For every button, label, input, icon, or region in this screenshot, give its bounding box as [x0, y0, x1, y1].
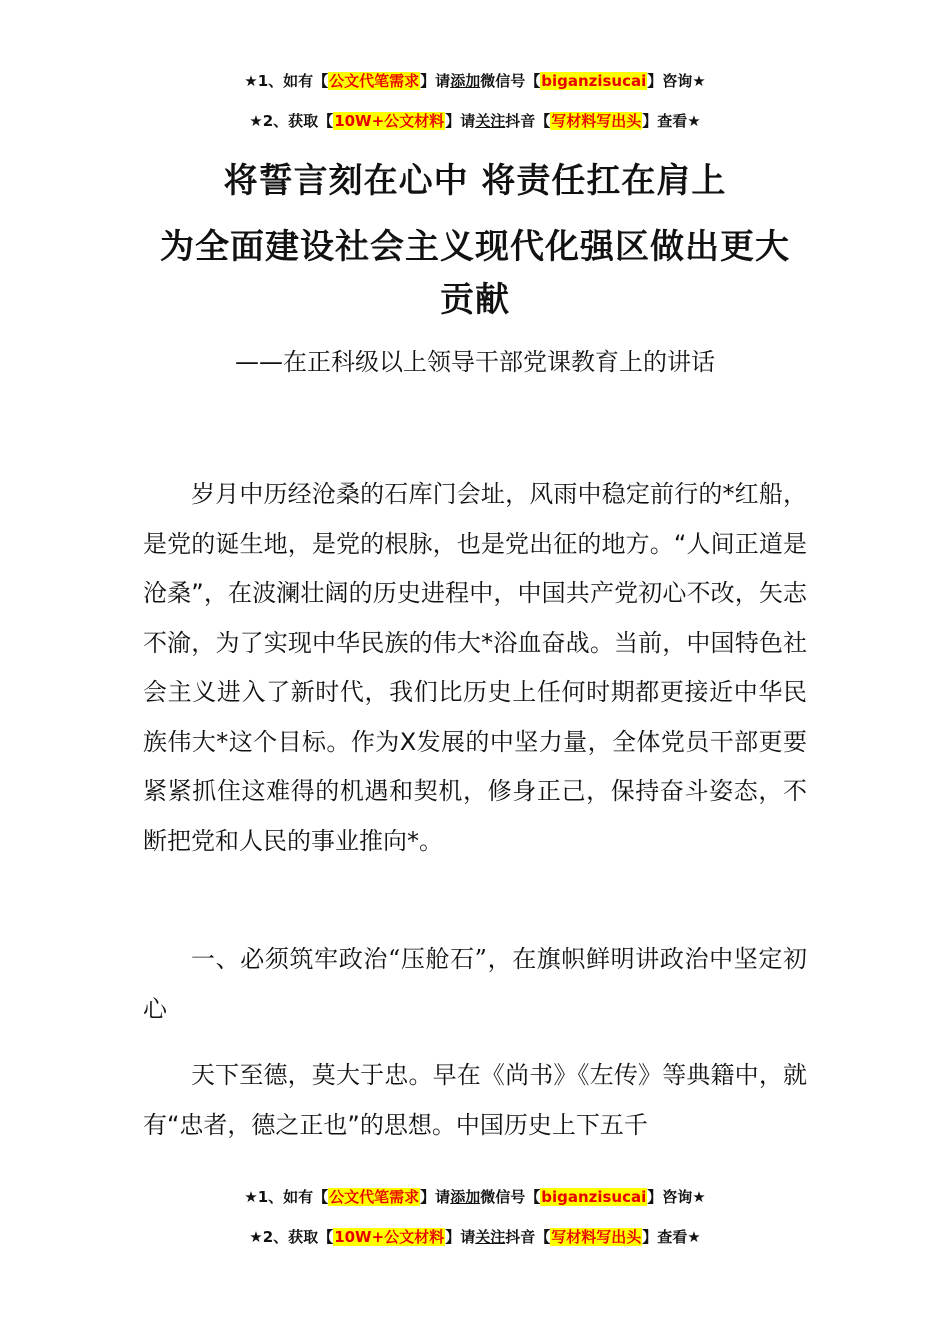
promo-highlight: 公文代笔需求	[329, 1188, 420, 1206]
section-heading-1: 一、必须筑牢政治“压舱石”，在旗帜鲜明讲政治中坚定初心	[143, 945, 807, 1023]
promo-underlined-text: 关注	[475, 112, 506, 130]
document-title-line-2: 为全面建设社会主义现代化强区做出更大	[160, 227, 790, 267]
promo-text: ★2、获取【	[249, 112, 334, 130]
promo-text: ★1、如有【	[244, 72, 329, 90]
promo-text: 】咨询★	[647, 1188, 706, 1206]
promo-line-2	[0, 111, 950, 131]
promo-text: ★1、如有【	[244, 1188, 329, 1206]
promo-underlined-text: 关注	[475, 1228, 506, 1246]
document-subtitle: ——在正科级以上领导干部党课教育上的讲话	[235, 348, 715, 376]
promo-underlined-text: 添加	[450, 1188, 481, 1206]
promo-douyin-id: 写材料写出头	[551, 1228, 642, 1246]
promo-douyin-id: 写材料写出头	[551, 112, 642, 130]
promo-text: 】请	[420, 1188, 451, 1206]
promo-text: ★2、获取【	[249, 1228, 334, 1246]
promo-text: 抖音【	[505, 1228, 551, 1246]
promo-highlight: 10W+公文材料	[334, 1228, 445, 1246]
document-title-line-1: 将誓言刻在心中 将责任扛在肩上	[223, 161, 727, 201]
promo-highlight: 公文代笔需求	[329, 72, 420, 90]
promo-text: 】咨询★	[647, 72, 706, 90]
promo-text: 微信号【	[480, 72, 541, 90]
promo-text: 】请	[445, 112, 476, 130]
document-title-line-3: 贡献	[440, 280, 510, 320]
promo-wechat-id: biganzisucai	[541, 1188, 647, 1206]
promo-text: 微信号【	[480, 1188, 541, 1206]
promo-wechat-id: biganzisucai	[541, 72, 647, 90]
promo-highlight: 10W+公文材料	[334, 112, 445, 130]
promo-text: 】查看★	[642, 112, 701, 130]
promo-text: 】请	[445, 1228, 476, 1246]
promo-text: 抖音【	[505, 112, 551, 130]
promo-text: 】查看★	[642, 1228, 701, 1246]
footer-promo-line-2	[0, 1227, 950, 1247]
promo-text: 】请	[420, 72, 451, 90]
promo-underlined-text: 添加	[450, 72, 481, 90]
promo-line-1	[0, 71, 950, 91]
body-paragraph-section-1: 天下至德，莫大于忠。早在《尚书》《左传》等典籍中，就有“忠者，德之正也”的思想。中国历史上下五千	[143, 1061, 807, 1139]
footer-promo-line-1	[0, 1187, 950, 1207]
body-paragraph-intro: 岁月中历经沧桑的石库门会址，风雨中稳定前行的*红船，是党的诞生地，是党的根脉，也是党出征的地方。“人间正道是沧桑”，在波澜壮阔的历史进程中，中国共产党初心不改，矢志不渝，为了实现中华民族的伟大*浴血奋战。当前，中国特色社会主义进入了新时代，我们比历史上任何时期都更接近中华民族伟大*这个目标。作为X发展的中坚力量，全体党员干部更要紧紧抓住这难得的机遇和契机，修身正己，保持奋斗姿态，不断把党和人民的事业推向*。	[143, 480, 807, 855]
